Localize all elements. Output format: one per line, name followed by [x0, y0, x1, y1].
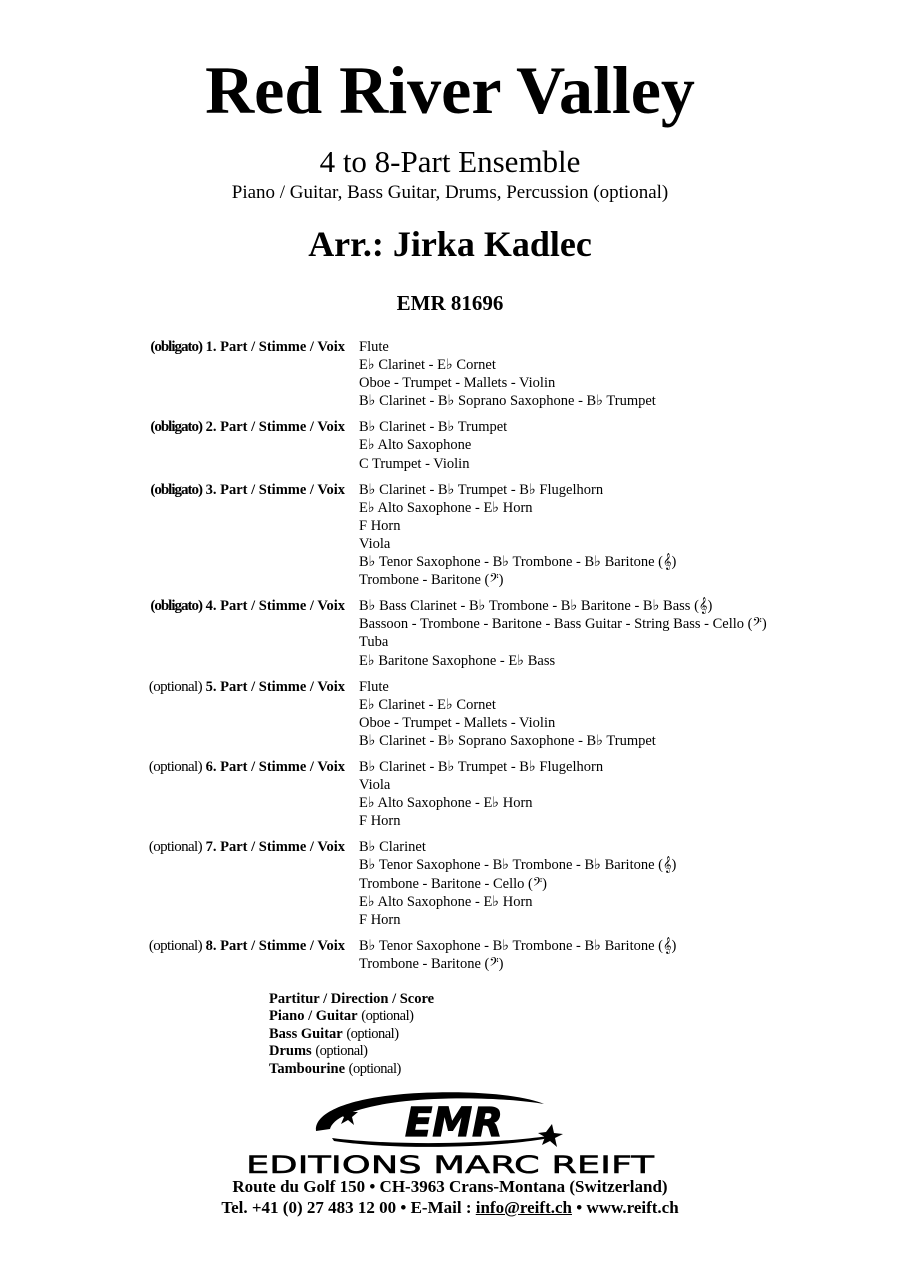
instrument-line: Viola: [359, 535, 391, 552]
extra-part-note: (optional): [361, 1008, 414, 1025]
part-status-tag: (optional): [148, 839, 203, 856]
page-title: Red River Valley: [205, 52, 695, 128]
publisher-address: Route du Golf 150 • CH-3963 Crans-Montana (Switzerland): [232, 1177, 668, 1196]
part-label: [0, 338, 359, 410]
part-number: 4. Part / Stimme / Voix: [205, 598, 345, 615]
parts-list: [0, 338, 900, 981]
instrumentation-line: Piano / Guitar, Bass Guitar, Drums, Percussion (optional): [231, 182, 669, 203]
instrument-line: B♭ Clarinet - B♭ Trumpet - B♭ Flugelhorn: [359, 758, 604, 775]
extra-part-line: [269, 1061, 434, 1078]
email-label: E-Mail :: [410, 1198, 472, 1217]
part-status-tag: (optional): [148, 678, 203, 695]
instrument-line: Trombone - Baritone (𝄢): [359, 572, 504, 589]
part-instrument-list: [359, 678, 656, 750]
instrument-line: B♭ Clarinet - B♭ Soprano Saxophone - B♭ Trumpet: [359, 393, 656, 410]
extra-part-line: [269, 1043, 434, 1060]
part-number: 5. Part / Stimme / Voix: [205, 678, 345, 695]
extra-part-name: Partitur / Direction / Score: [269, 991, 435, 1007]
instrument-line: B♭ Clarinet - B♭ Trumpet - B♭ Flugelhorn: [359, 481, 604, 498]
instrument-line: C Trumpet - Violin: [359, 455, 470, 472]
part-status-tag: (obligato): [150, 481, 203, 498]
extra-part-name: Bass Guitar: [269, 1025, 343, 1042]
catalog-number: EMR 81696: [396, 291, 504, 315]
instrument-line: Trombone - Baritone (𝄢): [359, 955, 504, 972]
part-label: [0, 678, 359, 750]
email-link[interactable]: info@reift.ch: [475, 1198, 572, 1217]
instrument-line: B♭ Bass Clarinet - B♭ Trombone - B♭ Baritone - B♭ Bass (𝄞): [359, 598, 713, 615]
part-group: [0, 937, 900, 973]
instrument-line: E♭ Clarinet - E♭ Cornet: [359, 357, 496, 374]
part-instrument-list: [359, 758, 603, 830]
instrument-line: Tuba: [359, 634, 389, 651]
extra-part-note: (optional): [315, 1043, 368, 1060]
part-instrument-list: [359, 481, 676, 590]
part-instrument-list: [359, 597, 767, 669]
instrument-line: E♭ Alto Saxophone - E♭ Horn: [359, 499, 533, 516]
emr-logo: [244, 1084, 656, 1176]
phone-number: Tel. +41 (0) 27 483 12 00: [221, 1198, 397, 1217]
part-label: [0, 937, 359, 973]
publisher-name: EDITIONS MARC REIFT: [246, 1151, 655, 1176]
instrument-line: Viola: [359, 777, 391, 794]
extra-part-line: [269, 1026, 434, 1043]
instrument-line: B♭ Tenor Saxophone - B♭ Trombone - B♭ Baritone (𝄞): [359, 857, 677, 874]
instrument-line: Oboe - Trumpet - Mallets - Violin: [359, 375, 556, 392]
instrument-line: B♭ Tenor Saxophone - B♭ Trombone - B♭ Baritone (𝄞): [359, 937, 677, 954]
part-status-tag: (optional): [148, 937, 203, 954]
part-group: [0, 418, 900, 472]
part-number: 8. Part / Stimme / Voix: [205, 937, 345, 954]
instrument-line: Bassoon - Trombone - Baritone - Bass Guitar - String Bass - Cello (𝄢): [359, 616, 767, 633]
website-link[interactable]: www.reift.ch: [586, 1198, 679, 1217]
extra-part-name: Drums: [269, 1043, 312, 1060]
instrument-line: E♭ Alto Saxophone - E♭ Horn: [359, 795, 533, 812]
instrument-line: F Horn: [359, 813, 401, 830]
extra-part-name: Piano / Guitar: [269, 1008, 358, 1025]
instrument-line: B♭ Clarinet: [359, 839, 426, 856]
part-number: 6. Part / Stimme / Voix: [205, 758, 345, 775]
instrument-line: E♭ Clarinet - E♭ Cornet: [359, 696, 496, 713]
part-group: [0, 597, 900, 669]
instrument-line: Flute: [359, 339, 389, 355]
instrument-line: Trombone - Baritone - Cello (𝄢): [359, 875, 547, 892]
part-group: [0, 758, 900, 830]
part-label: [0, 838, 359, 928]
part-instrument-list: [359, 937, 676, 973]
instrument-line: F Horn: [359, 517, 401, 534]
extra-part-note: (optional): [348, 1060, 401, 1077]
part-status-tag: (obligato): [150, 598, 203, 615]
part-number: 1. Part / Stimme / Voix: [205, 339, 345, 355]
instrument-line: Oboe - Trumpet - Mallets - Violin: [359, 714, 556, 731]
part-label: [0, 758, 359, 830]
part-instrument-list: [359, 338, 656, 410]
publisher-contact: Tel. +41 (0) 27 483 12 00 • E-Mail : info@reift.ch • www.reift.ch: [221, 1198, 679, 1217]
instrument-line: F Horn: [359, 911, 401, 928]
part-number: 7. Part / Stimme / Voix: [205, 839, 345, 856]
arranger-credit: Arr.: Jirka Kadlec: [308, 224, 592, 264]
part-number: 3. Part / Stimme / Voix: [205, 481, 345, 498]
instrument-line: E♭ Baritone Saxophone - E♭ Bass: [359, 652, 556, 669]
part-label: [0, 481, 359, 590]
instrument-line: Flute: [359, 678, 389, 695]
part-instrument-list: [359, 838, 676, 928]
part-number: 2. Part / Stimme / Voix: [205, 419, 345, 436]
part-group: [0, 481, 900, 590]
part-status-tag: (obligato): [150, 339, 203, 355]
extra-part-name: Tambourine: [269, 1060, 346, 1077]
ensemble-subtitle: 4 to 8-Part Ensemble: [319, 144, 581, 179]
instrument-line: B♭ Tenor Saxophone - B♭ Trombone - B♭ Baritone (𝄞): [359, 554, 677, 571]
part-group: [0, 678, 900, 750]
instrument-line: E♭ Alto Saxophone: [359, 437, 472, 454]
extra-part-line: [269, 1008, 434, 1025]
extra-part-note: (optional): [346, 1025, 399, 1042]
part-instrument-list: [359, 418, 507, 472]
extra-part-line: [269, 991, 434, 1008]
instrument-line: B♭ Clarinet - B♭ Trumpet: [359, 419, 508, 436]
instrument-line: B♭ Clarinet - B♭ Soprano Saxophone - B♭ Trumpet: [359, 732, 656, 749]
part-label: [0, 597, 359, 669]
instrument-line: E♭ Alto Saxophone - E♭ Horn: [359, 893, 533, 910]
part-group: [0, 338, 900, 410]
extra-parts-list: [269, 991, 434, 1078]
part-status-tag: (optional): [148, 758, 203, 775]
part-group: [0, 838, 900, 928]
part-status-tag: (obligato): [150, 419, 203, 436]
logo-emr-text: EMR: [405, 1100, 503, 1146]
part-label: [0, 418, 359, 472]
